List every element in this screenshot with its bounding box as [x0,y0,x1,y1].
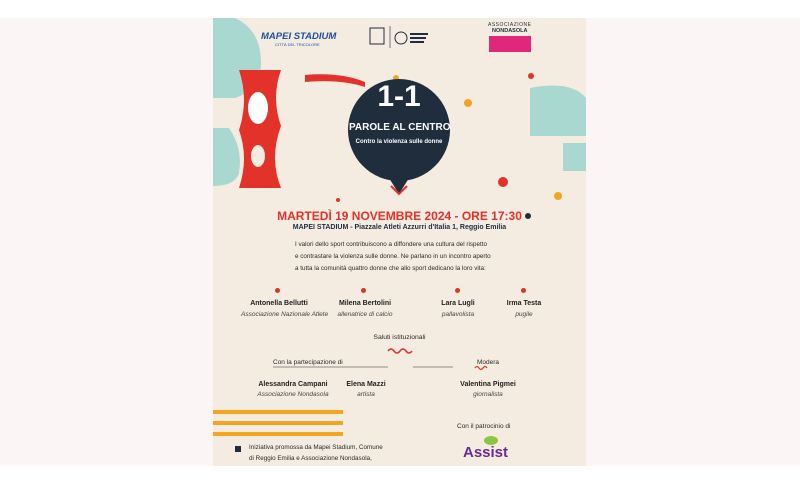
mapei-stadium-logo: MAPEI STADIUM [261,31,337,42]
event-tagline: Contro la violenza sulle donne [355,139,443,145]
speaker-role: allenatrice di calcio [337,311,393,318]
page-background-right [586,18,800,466]
event-date: MARTEDÌ 19 NOVEMBRE 2024 - ORE 17:30 [277,209,522,223]
speaker-name: Lara Lugli [441,300,475,307]
participation-label: Con la partecipazione di [273,359,343,366]
footer-bullet [235,446,241,452]
speaker-bullet [275,288,280,293]
dot-red-2 [498,177,508,187]
nondasola-logo-line1: ASSOCIAZIONE [488,22,532,28]
promo-line: di Reggio Emilia e Associazione Nondasola, [249,455,372,462]
mapei-stadium-logo-sub: CITTÀ DEL TRICOLORE [275,42,320,47]
description-line: e contrastare la violenza sulle donne. Ne parlano in un incontro aperto [295,253,491,260]
patronage-label: Con il patrocinio di [457,423,511,430]
participant-role: artista [357,391,375,398]
description-line: a tutta la comunità quattro donne che allo sport dedicano la loro vita: [295,265,486,272]
speaker-role: pugile [515,311,533,318]
moderator-squiggle [475,367,487,370]
orange-stripe-1 [213,410,343,414]
mint-rect-right [563,143,586,171]
mint-shape-right [530,86,586,136]
orange-stripe-3 [213,432,343,436]
nondasola-logo-line2: NONDASOLA [492,28,528,34]
mint-blob-left [213,128,240,186]
speaker-name: Antonella Bellutti [250,300,308,307]
speaker-bullet [521,288,526,293]
soccer-ball-icon [395,32,407,44]
promo-line: Iniziativa promossa da Mapei Stadium, Comune [249,444,383,451]
coat-of-arms-icon [370,28,384,44]
speaker-name: Irma Testa [506,300,542,307]
description-line: I valori dello sport contribuiscono a diffondere una cultura del rispetto [295,241,488,248]
participant-name: Alessandra Campani [258,381,328,388]
participant-name: Elena Mazzi [346,381,386,388]
dot-orange-2 [464,99,472,107]
squiggle-divider [388,349,412,353]
speaker-bullet [361,288,366,293]
figure-hand [251,145,265,167]
moderator-role: giornalista [473,391,503,398]
event-subtitle: PAROLE AL CENTRO [349,122,451,133]
red-figure-shape [239,70,281,188]
dot-orange-3 [554,192,562,200]
orange-stripe-2 [213,421,343,425]
nondasola-logo-badge [489,36,531,52]
assist-logo: Assist [463,444,509,461]
speaker-name: Milena Bertolini [338,300,392,307]
speaker-bullet [455,288,460,293]
figure-face [248,92,268,124]
dot-red-3 [336,198,340,202]
greetings-label: Saluti istituzionali [373,334,426,341]
moderator-label: Modera [476,359,500,366]
participant-role: Associazione Nondasola [257,391,329,398]
moderator-name: Valentina Pigmei [460,381,516,388]
event-poster [213,18,586,466]
dot-red-1 [528,73,534,79]
event-big-title: 1-1 [377,80,421,113]
municipal-logos [368,24,430,50]
page-background-left [0,18,213,466]
event-venue: MAPEI STADIUM - Piazzale Atleti Azzurri d'Italia 1, Reggio Emilia [292,224,507,231]
speaker-role: pallavolista [441,311,475,318]
speaker-role: Associazione Nazionale Atlete [241,311,329,318]
